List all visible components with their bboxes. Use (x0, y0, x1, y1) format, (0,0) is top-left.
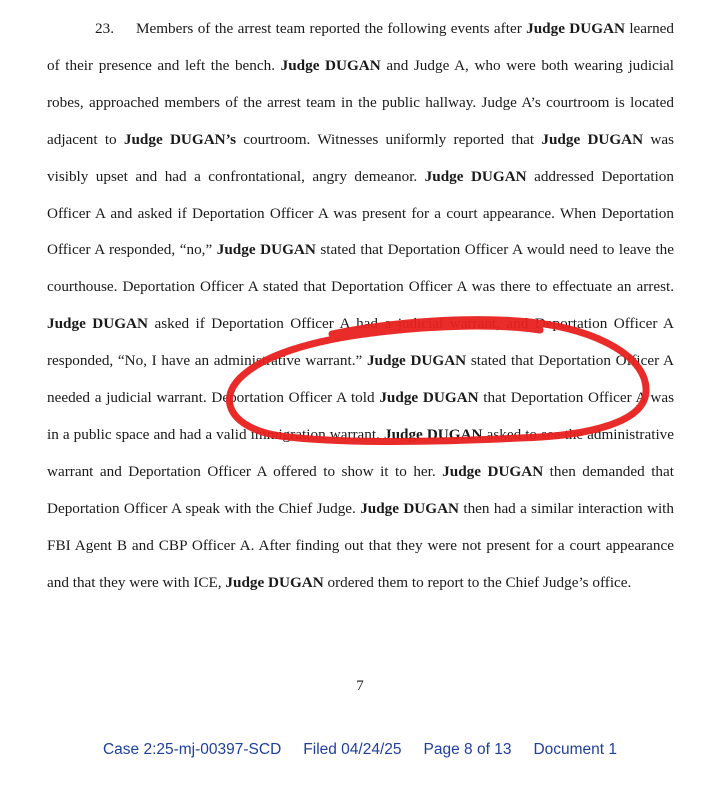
text-segment: was visibly upset and had a confrontational, angry demeanor. (47, 130, 674, 185)
text-segment: asked to see the administrative warrant and Deportation Officer A offered to show it to her. (47, 425, 674, 480)
footer-case-number: Case 2:25-mj-00397-SCD (102, 741, 282, 758)
bold-name-mention: Judge DUGAN (216, 241, 316, 259)
text-segment: ordered them to report to the Chief Judge’s office. (323, 573, 632, 591)
paragraph-23 (47, 11, 674, 602)
paragraph-number: 23. (95, 20, 114, 37)
bold-name-mention: Judge DUGAN’s (123, 130, 237, 148)
bold-name-mention: Judge DUGAN (526, 20, 625, 37)
text-segment: courtroom. Witnesses uniformly reported that (236, 130, 542, 148)
bold-name-mention: Judge DUGAN (379, 389, 479, 407)
page-number: 7 (356, 678, 364, 694)
bold-name-mention: Judge DUGAN (225, 573, 324, 591)
bold-name-mention: Judge DUGAN (47, 315, 148, 333)
text-segment: that Deportation Officer A was in a public space and had a valid immigration warrant. (47, 389, 674, 443)
text-segment: and Judge A, who were both wearing judicial robes, approached members of the arrest team in the public hallway. Judge A’s courtroom is located adjacent to (47, 56, 674, 148)
text-segment: learned of their presence and left the bench. (47, 20, 675, 74)
text-segment: then had a similar interaction with FBI Agent B and CBP Officer A. After finding out that they were not present for a court appearance and that they were with ICE, (47, 499, 674, 591)
footer-filed-date: Filed 04/24/25 (303, 741, 402, 758)
text-segment: stated that Deportation Officer A needed a judicial warrant. Deportation Officer A told (47, 352, 675, 407)
bold-name-mention: Judge DUGAN (424, 167, 527, 185)
bold-name-mention: Judge DUGAN (442, 462, 544, 480)
text-segment: addressed Deportation Officer A and asked if Deportation Officer A was present for a court appearance. When Deportation Officer A responded, “no,” (47, 167, 674, 259)
footer-document-number: Document 1 (533, 741, 618, 758)
bold-name-mention: Judge DUGAN (280, 56, 381, 74)
bold-name-mention: Judge DUGAN (383, 425, 483, 443)
footer-page-count: Page 8 of 13 (423, 741, 512, 758)
text-segment: stated that Deportation Officer A would need to leave the courthouse. Deportation Officer A stated that Deportation Officer A was there to effectuate an arrest. (47, 241, 674, 296)
bold-name-mention: Judge DUGAN (366, 352, 467, 370)
bold-name-mention: Judge DUGAN (360, 499, 460, 517)
text-segment: then demanded that Deportation Officer A speak with the Chief Judge. (47, 462, 674, 517)
bold-name-mention: Judge DUGAN (541, 130, 644, 148)
text-segment: Members of the arrest team reported the following events after (135, 20, 527, 37)
case-footer (0, 741, 720, 759)
text-segment: asked if Deportation Officer A had a judicial warrant, and Deportation Officer A responded, “No, I have an administrative warrant.” (47, 315, 674, 370)
paragraph-text (47, 20, 674, 591)
